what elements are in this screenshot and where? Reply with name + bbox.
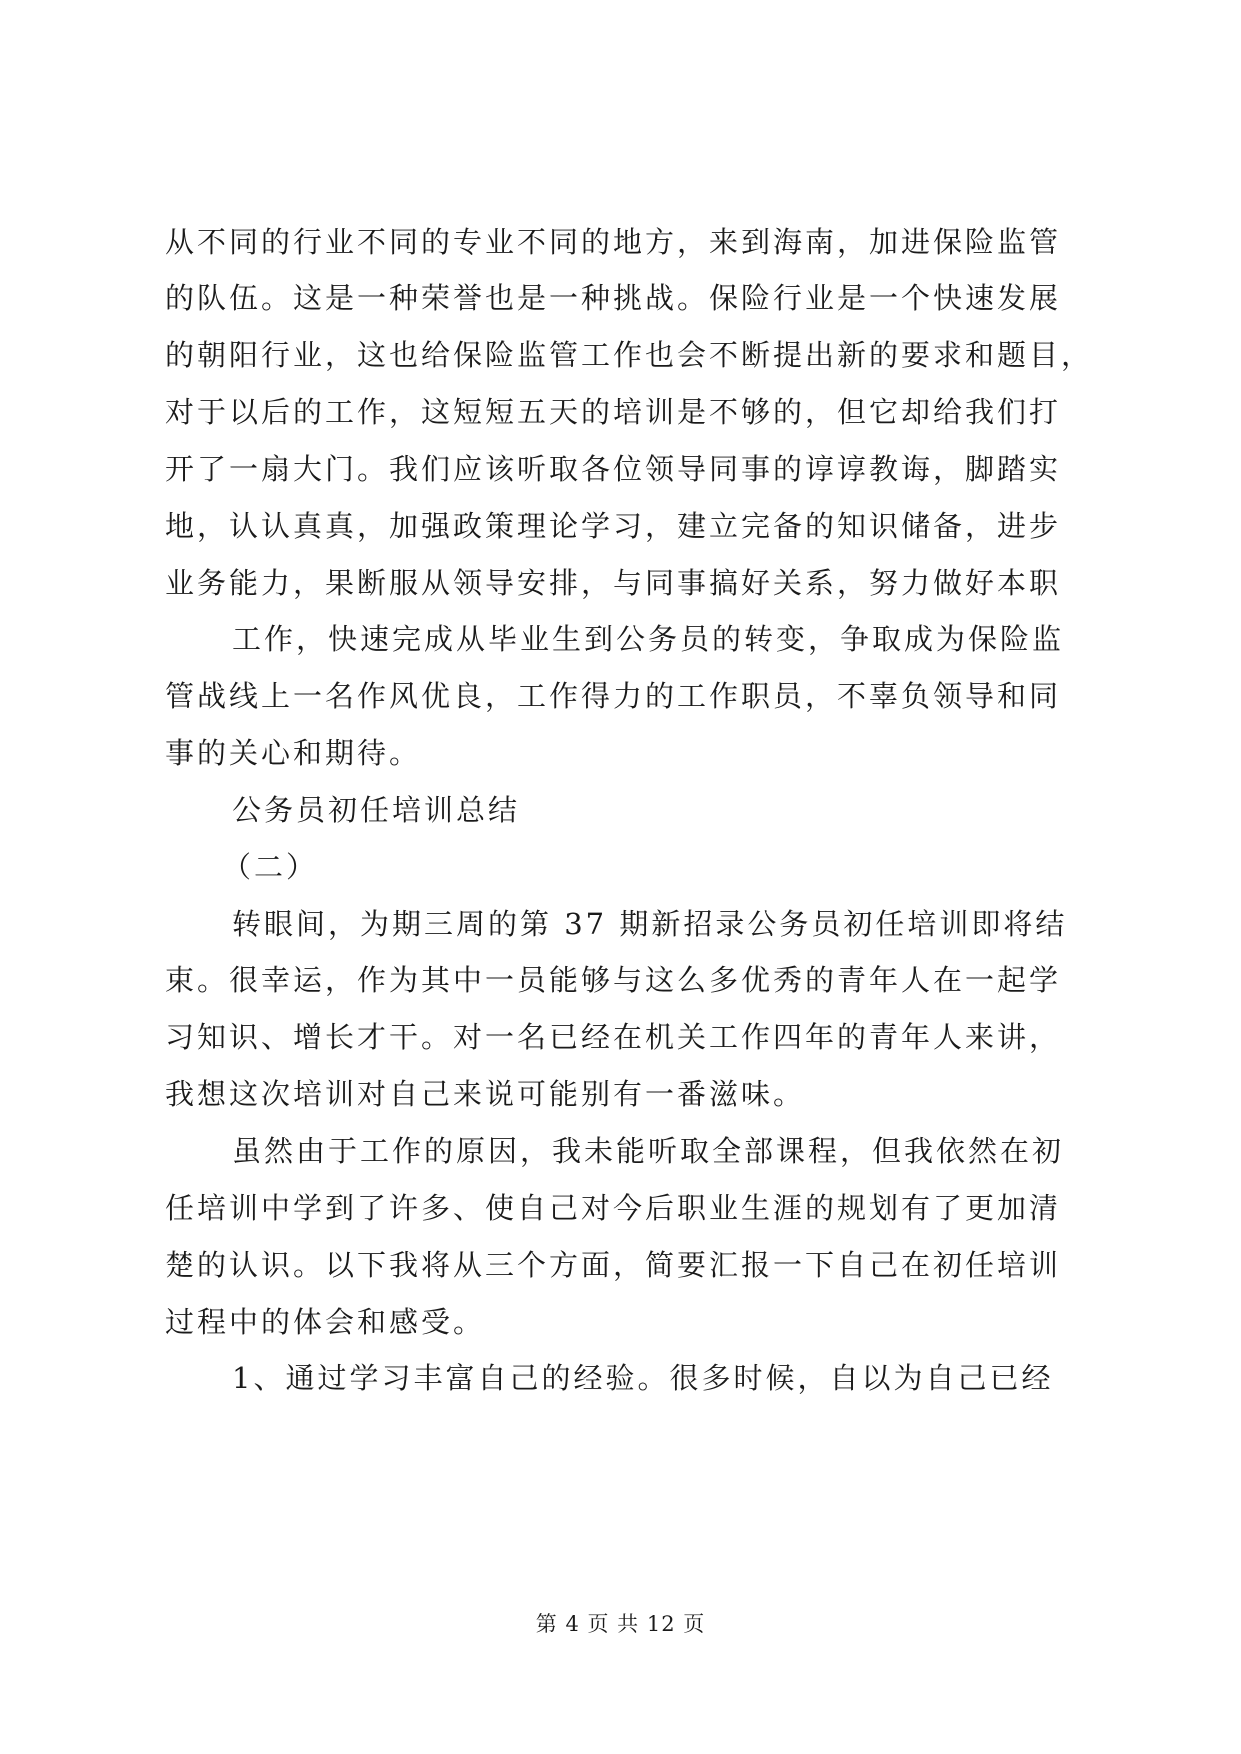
text-line: 转眼间，为期三周的第 37 期新招录公务员初任培训即将结	[232, 907, 1068, 941]
section-title: 公务员初任培训总结	[232, 793, 521, 827]
text-line: 事的关心和期待。	[165, 736, 422, 770]
text-line: 任培训中学到了许多、使自己对今后职业生涯的规划有了更加清	[165, 1191, 1062, 1225]
text-line: 习知识、增长才干。对一名已经在机关工作四年的青年人来讲，	[165, 1020, 1062, 1054]
text-line: 工作，快速完成从毕业生到公务员的转变，争取成为保险监	[232, 622, 1065, 656]
text-line: 楚的认识。以下我将从三个方面，简要汇报一下自己在初任培训	[165, 1248, 1062, 1282]
text-line: 对于以后的工作，这短短五天的培训是不够的，但它却给我们打	[165, 395, 1062, 429]
text-line: 虽然由于工作的原因，我未能听取全部课程，但我依然在初	[232, 1134, 1065, 1168]
text-line: 1、通过学习丰富自己的经验。很多时候，自以为自己已经	[232, 1361, 1054, 1395]
text-line: 开了一扇大门。我们应该听取各位领导同事的谆谆教诲，脚踏实	[165, 452, 1062, 486]
page-number-footer: 第 4 页 共 12 页	[535, 1612, 706, 1636]
text-line: 从不同的行业不同的专业不同的地方，来到海南，加进保险监管	[165, 225, 1062, 259]
text-line: 我想这次培训对自己来说可能别有一番滋味。	[165, 1077, 806, 1111]
text-line: 的朝阳行业，这也给保险监管工作也会不断提出新的要求和题目，	[165, 338, 1094, 372]
section-number: （二）	[222, 850, 319, 884]
text-line: 过程中的体会和感受。	[165, 1305, 486, 1339]
text-line: 的队伍。这是一种荣誉也是一种挑战。保险行业是一个快速发展	[165, 281, 1062, 315]
text-line: 束。很幸运，作为其中一员能够与这么多优秀的青年人在一起学	[165, 963, 1062, 997]
text-line: 管战线上一名作风优良，工作得力的工作职员，不辜负领导和同	[165, 679, 1062, 713]
text-line: 业务能力，果断服从领导安排，与同事搞好关系，努力做好本职	[165, 566, 1062, 600]
text-line: 地，认认真真，加强政策理论学习，建立完备的知识储备，进步	[165, 509, 1062, 543]
